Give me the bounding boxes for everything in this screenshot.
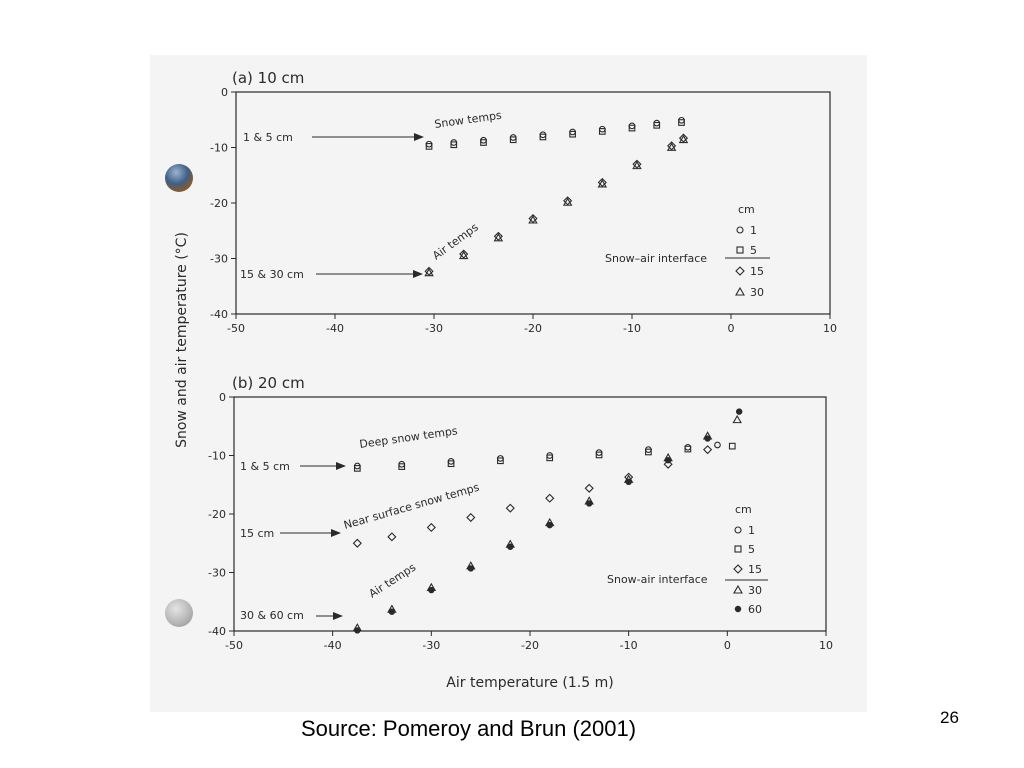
panel-a-ytick-label: -30 [210, 252, 228, 266]
panel-a-annotation-15-30cm: 15 & 30 cm [240, 268, 304, 281]
panel-b-point-series-60 [586, 500, 592, 506]
panel-b-xtick-label: -40 [323, 639, 342, 652]
panel-b-ytick-label: -30 [208, 566, 226, 580]
panel-a-xtick-label: -10 [623, 322, 641, 335]
panel-b-legend-entry-30: 30 [748, 584, 762, 597]
panel-b-ytick-label: -40 [208, 625, 226, 638]
panel-b-title: (b) 20 cm [232, 374, 305, 392]
panel-b-legend-entry-15: 15 [748, 563, 762, 576]
panel-b-point-series-60 [736, 408, 742, 414]
panel-b-annotation-15cm: 15 cm [240, 527, 275, 540]
panel-a-xtick-label: -20 [524, 322, 542, 335]
panel-b-legend-entry-1: 1 [748, 524, 755, 537]
panel-b-ytick-label: 0 [219, 391, 226, 404]
panel-a-ytick-label: 0 [221, 86, 228, 99]
panel-a-xtick-label: 0 [727, 322, 735, 335]
panel-b-point-series-60 [389, 608, 395, 614]
figure-x-axis-label: Air temperature (1.5 m) [446, 675, 614, 691]
panel-a-annotation-1-5cm: 1 & 5 cm [243, 131, 293, 144]
panel-a-annotation-air-temps: Air temps [430, 220, 481, 263]
slide-bullet-orb-blue [165, 164, 193, 192]
page-number: 26 [940, 708, 959, 727]
panel-b-legend-entry-5: 5 [748, 543, 755, 556]
panel-b-xtick-label: 10 [819, 639, 833, 652]
panel-a-legend-entry-5: 5 [750, 244, 757, 257]
panel-b-xtick-label: -10 [619, 639, 638, 652]
panel-b-point-series-60 [354, 627, 360, 633]
panel-b-point-series-60 [547, 522, 553, 528]
panel-a-xtick-label: -40 [326, 322, 344, 335]
panel-a-legend-entry-30: 30 [750, 286, 764, 299]
panel-b-legend-header: cm [735, 503, 752, 516]
panel-b-legend-entry-60: 60 [748, 603, 762, 616]
panel-a-xtick-label: -50 [227, 322, 245, 335]
slide-bullet-orb-gray [165, 599, 193, 627]
panel-b-xtick-label: -30 [422, 639, 441, 652]
panel-b-legend-label: Snow-air interface [607, 573, 708, 586]
figure-y-axis-label: Snow and air temperature (°C) [174, 232, 190, 448]
panel-b-xtick-label: -50 [225, 639, 243, 652]
panel-b-point-series-60 [625, 479, 631, 485]
legend-marker-filled-circle [735, 606, 741, 612]
panel-a-ytick-label: -10 [210, 141, 228, 155]
panel-a-legend-header: cm [738, 203, 755, 216]
panel-b-xtick-label: 0 [723, 639, 731, 652]
panel-b-point-series-60 [468, 565, 474, 571]
panel-b-point-series-60 [507, 544, 513, 550]
panel-a-legend-label: Snow–air interface [605, 252, 708, 265]
panel-a-annotation-snow-temps: Snow temps [433, 108, 503, 131]
panel-b-point-series-60 [428, 587, 434, 593]
panel-a-ytick-label: -40 [210, 308, 228, 321]
panel-a-legend-entry-15: 15 [750, 265, 764, 278]
panel-b-point-series-60 [665, 457, 671, 463]
panel-b-annotation-deep-snow: Deep snow temps [358, 424, 459, 451]
panel-b-annotation-near-surface: Near surface snow temps [342, 480, 481, 532]
panel-a-xtick-label: -30 [425, 322, 443, 335]
panel-b-point-series-60 [704, 435, 710, 441]
panel-a-title: (a) 10 cm [232, 69, 305, 87]
figure-svg [150, 55, 867, 712]
panel-a-xtick-label: 10 [823, 322, 837, 335]
chart-figure [150, 55, 867, 712]
panel-b-ytick-label: -10 [208, 449, 226, 463]
panel-b-ytick-label: -20 [208, 508, 226, 521]
panel-a-ytick-label: -20 [210, 197, 228, 210]
panel-b-annotation-air-temps: Air temps [366, 560, 419, 601]
panel-a-legend-entry-1: 1 [750, 224, 757, 237]
source-caption: Source: Pomeroy and Brun (2001) [301, 716, 637, 741]
panel-b-xtick-label: -20 [521, 639, 539, 652]
panel-b-annotation-1-5cm: 1 & 5 cm [240, 460, 290, 473]
panel-b-annotation-30-60cm: 30 & 60 cm [240, 609, 304, 622]
